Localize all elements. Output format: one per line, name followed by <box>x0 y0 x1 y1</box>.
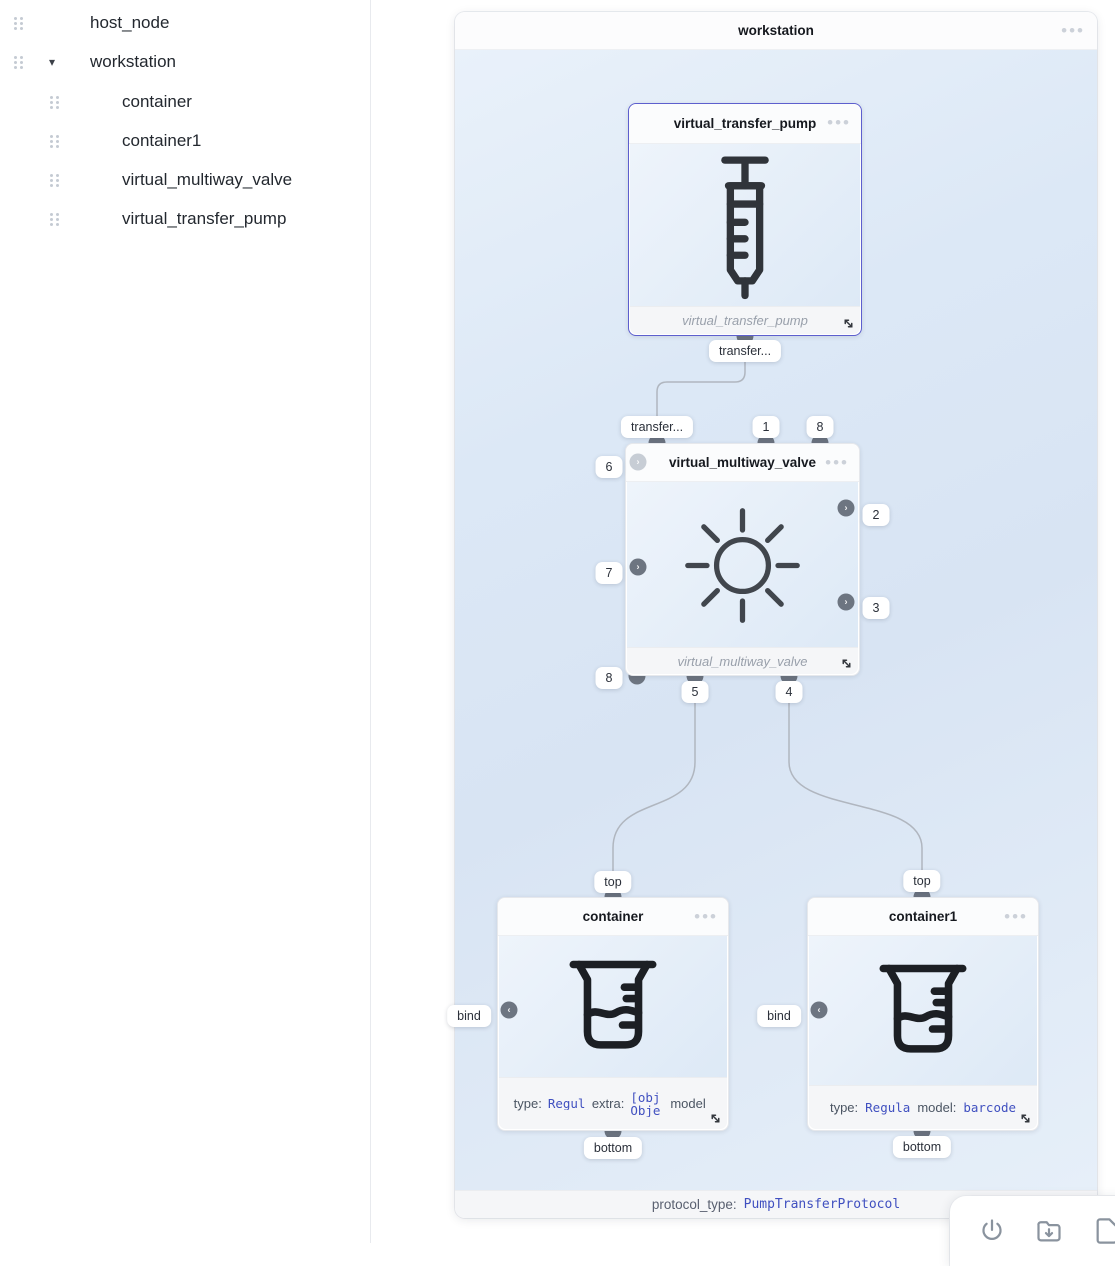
port-label: 8 <box>807 416 834 438</box>
chevron-down-icon[interactable]: ▾ <box>49 55 56 69</box>
drag-handle-icon[interactable] <box>50 174 59 187</box>
drag-handle-icon[interactable] <box>50 213 59 226</box>
port-label: bind <box>757 1005 801 1027</box>
edge-valve5-to-container-top <box>613 676 695 897</box>
node-title: container <box>582 909 644 924</box>
file-icon <box>1092 1217 1115 1245</box>
protocol-type-value: PumpTransferProtocol <box>743 1197 901 1212</box>
node-container[interactable] <box>497 897 729 1131</box>
node-body <box>627 482 858 649</box>
field-model-value: barcode <box>963 1100 1017 1115</box>
beaker-icon <box>873 960 973 1064</box>
node-header[interactable] <box>808 898 1038 936</box>
port-label: top <box>903 870 940 892</box>
field-extra-value-line2: Obje <box>630 1102 661 1117</box>
port-label: 5 <box>682 681 709 703</box>
port-handle-valve-6[interactable]: › <box>630 454 647 471</box>
sidebar-item-container1[interactable] <box>0 126 371 156</box>
tree-item-label: virtual_transfer_pump <box>122 209 287 228</box>
sidebar-item-workstation[interactable] <box>0 47 371 77</box>
field-type-value: Regul <box>547 1097 586 1110</box>
node-menu-icon[interactable]: ••• <box>1004 907 1028 926</box>
node-footer <box>809 1085 1037 1129</box>
port-label: 2 <box>863 504 890 526</box>
resize-handle-icon[interactable] <box>709 1112 722 1125</box>
node-body <box>630 144 860 308</box>
node-footer <box>630 306 860 334</box>
field-type-key: type: <box>829 1100 859 1115</box>
port-label: 7 <box>596 562 623 584</box>
workstation-title: workstation <box>738 23 814 38</box>
node-body <box>499 936 727 1079</box>
port-label: bottom <box>893 1136 951 1158</box>
port-label: top <box>594 871 631 893</box>
protocol-type-key: protocol_type: <box>651 1197 737 1212</box>
tree-item-label: workstation <box>90 52 176 71</box>
power-icon <box>978 1217 1006 1245</box>
resize-handle-icon[interactable] <box>1019 1112 1032 1125</box>
port-label: 6 <box>596 456 623 478</box>
drag-handle-icon[interactable] <box>50 135 59 148</box>
port-label: 4 <box>776 681 803 703</box>
node-virtual-multiway-valve[interactable] <box>625 443 860 676</box>
workstation-menu-icon[interactable]: ••• <box>1061 21 1085 40</box>
node-menu-icon[interactable]: ••• <box>825 453 849 472</box>
node-menu-icon[interactable]: ••• <box>694 907 718 926</box>
load-button[interactable] <box>1034 1217 1064 1245</box>
field-model-key: model: <box>917 1100 957 1115</box>
port-label: bind <box>447 1005 491 1027</box>
port-handle-valve-3[interactable]: › <box>838 594 855 611</box>
field-model-key: model <box>670 1096 706 1111</box>
tree-item-label: container1 <box>122 131 202 150</box>
field-type-value: Regula <box>865 1100 911 1115</box>
sidebar-item-virtual-multiway-valve[interactable] <box>0 165 371 195</box>
port-label: 8 <box>596 667 623 689</box>
node-container1[interactable] <box>807 897 1039 1131</box>
node-footer-name: virtual_multiway_valve <box>677 653 808 669</box>
node-title: container1 <box>888 909 958 924</box>
folder-download-icon <box>1034 1217 1064 1245</box>
tree-item-label: virtual_multiway_valve <box>122 170 293 189</box>
port-handle-container1-bind[interactable]: ‹ <box>811 1002 828 1019</box>
workstation-group-node <box>455 12 1097 1218</box>
sidebar-item-container[interactable] <box>0 87 371 117</box>
field-type-key: type: <box>513 1096 542 1111</box>
tree-item-label: container <box>122 92 192 111</box>
port-label: transfer... <box>709 340 781 362</box>
multiway-valve-icon <box>683 506 802 625</box>
node-header[interactable] <box>626 444 859 482</box>
node-header[interactable] <box>498 898 728 936</box>
drag-handle-icon[interactable] <box>50 96 59 109</box>
power-button[interactable] <box>978 1217 1006 1245</box>
sidebar-item-host-node[interactable] <box>0 8 371 38</box>
workstation-header[interactable] <box>455 12 1097 50</box>
port-handle-valve-2[interactable]: › <box>838 500 855 517</box>
tree-item-label: host_node <box>90 13 170 32</box>
port-label: 1 <box>753 416 780 438</box>
sidebar-item-virtual-transfer-pump[interactable] <box>0 204 371 234</box>
node-title: virtual_transfer_pump <box>673 116 817 131</box>
port-label: 3 <box>863 597 890 619</box>
syringe-icon <box>699 151 791 301</box>
node-footer-name: virtual_transfer_pump <box>682 313 808 328</box>
resize-handle-icon[interactable] <box>840 657 853 670</box>
node-body <box>809 936 1037 1087</box>
port-handle-valve-7[interactable]: › <box>630 559 647 576</box>
node-menu-icon[interactable]: ••• <box>827 113 851 132</box>
beaker-icon <box>563 956 663 1060</box>
node-title: virtual_multiway_valve <box>668 455 817 470</box>
sidebar <box>0 0 371 1243</box>
node-footer <box>627 647 858 674</box>
field-extra-key: extra: <box>591 1096 625 1111</box>
field-extra-value-line1: [obj <box>630 1090 661 1105</box>
resize-handle-icon[interactable] <box>842 317 855 330</box>
port-label: bottom <box>584 1137 642 1159</box>
drag-handle-icon[interactable] <box>14 56 23 69</box>
edge-valve4-to-container1-top <box>789 676 922 897</box>
port-label: transfer... <box>621 416 693 438</box>
drag-handle-icon[interactable] <box>14 17 23 30</box>
save-button[interactable] <box>1092 1217 1115 1245</box>
workstation-canvas[interactable] <box>455 50 1097 1190</box>
canvas-toolbar <box>950 1196 1115 1266</box>
node-virtual-transfer-pump[interactable] <box>628 103 862 336</box>
node-footer <box>499 1077 727 1129</box>
node-header[interactable] <box>629 104 861 144</box>
port-handle-container-bind[interactable]: ‹ <box>501 1002 518 1019</box>
